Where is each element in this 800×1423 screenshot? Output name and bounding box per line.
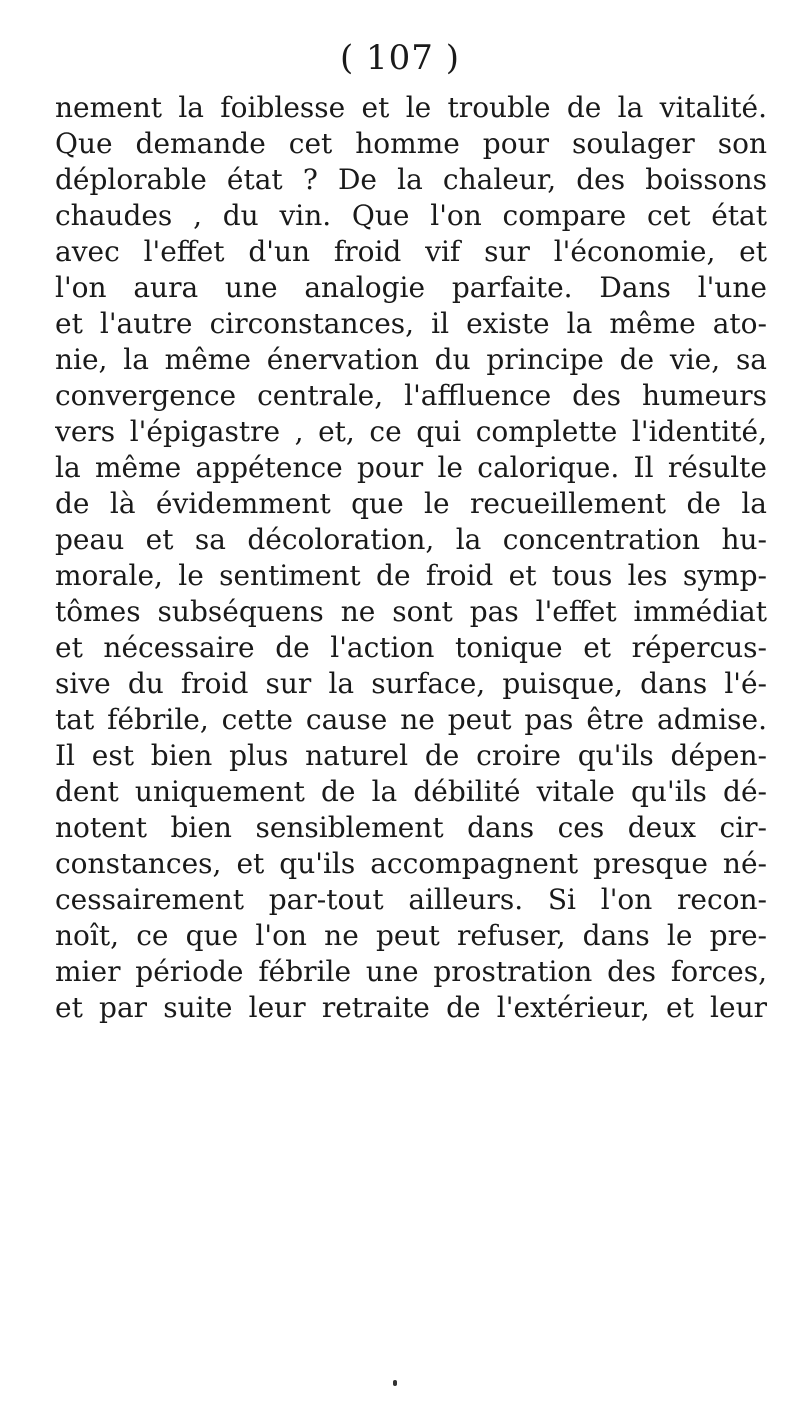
- text-line: cessairement par-tout ailleurs. Si l'on recon-: [55, 883, 767, 916]
- text-line: la même appétence pour le calorique. Il résulte: [55, 451, 767, 484]
- text-line: mier période fébrile une prostration des forces,: [55, 955, 767, 988]
- ink-speck: [393, 1380, 397, 1386]
- text-line: tat fébrile, cette cause ne peut pas être admise.: [55, 703, 767, 736]
- text-line: sive du froid sur la surface, puisque, dans l'é-: [55, 667, 767, 700]
- text-line: chaudes , du vin. Que l'on compare cet état: [55, 199, 767, 232]
- text-line: déplorable état ? De la chaleur, des boissons: [55, 163, 767, 196]
- text-line: Il est bien plus naturel de croire qu'ils dépen-: [55, 739, 767, 772]
- text-line: et l'autre circonstances, il existe la même ato-: [55, 307, 767, 340]
- body-text: [55, 90, 767, 1026]
- text-line: avec l'effet d'un froid vif sur l'économie, et: [55, 235, 767, 268]
- text-line: et nécessaire de l'action tonique et répercus-: [55, 631, 767, 664]
- text-line: et par suite leur retraite de l'extérieur, et leur: [55, 991, 767, 1024]
- page-number: ( 107 ): [339, 38, 461, 78]
- text-line: peau et sa décoloration, la concentration hu-: [55, 523, 767, 556]
- text-line: noît, ce que l'on ne peut refuser, dans le pre-: [55, 919, 767, 952]
- text-line: vers l'épigastre , et, ce qui complette l'identité,: [55, 415, 767, 448]
- text-line: nie, la même énervation du principe de vie, sa: [55, 343, 767, 376]
- text-line: tômes subséquens ne sont pas l'effet immédiat: [55, 595, 767, 628]
- text-line: convergence centrale, l'affluence des humeurs: [55, 379, 767, 412]
- text-line: nement la foiblesse et le trouble de la vitalité.: [55, 91, 767, 124]
- text-line: l'on aura une analogie parfaite. Dans l'une: [55, 271, 767, 304]
- text-line: constances, et qu'ils accompagnent presque né-: [55, 847, 767, 880]
- text-line: Que demande cet homme pour soulager son: [55, 127, 767, 160]
- text-line: de là évidemment que le recueillement de la: [55, 487, 767, 520]
- text-line: morale, le sentiment de froid et tous les symp-: [55, 559, 767, 592]
- text-line: notent bien sensiblement dans ces deux cir-: [55, 811, 767, 844]
- text-line: dent uniquement de la débilité vitale qu'ils dé-: [55, 775, 767, 808]
